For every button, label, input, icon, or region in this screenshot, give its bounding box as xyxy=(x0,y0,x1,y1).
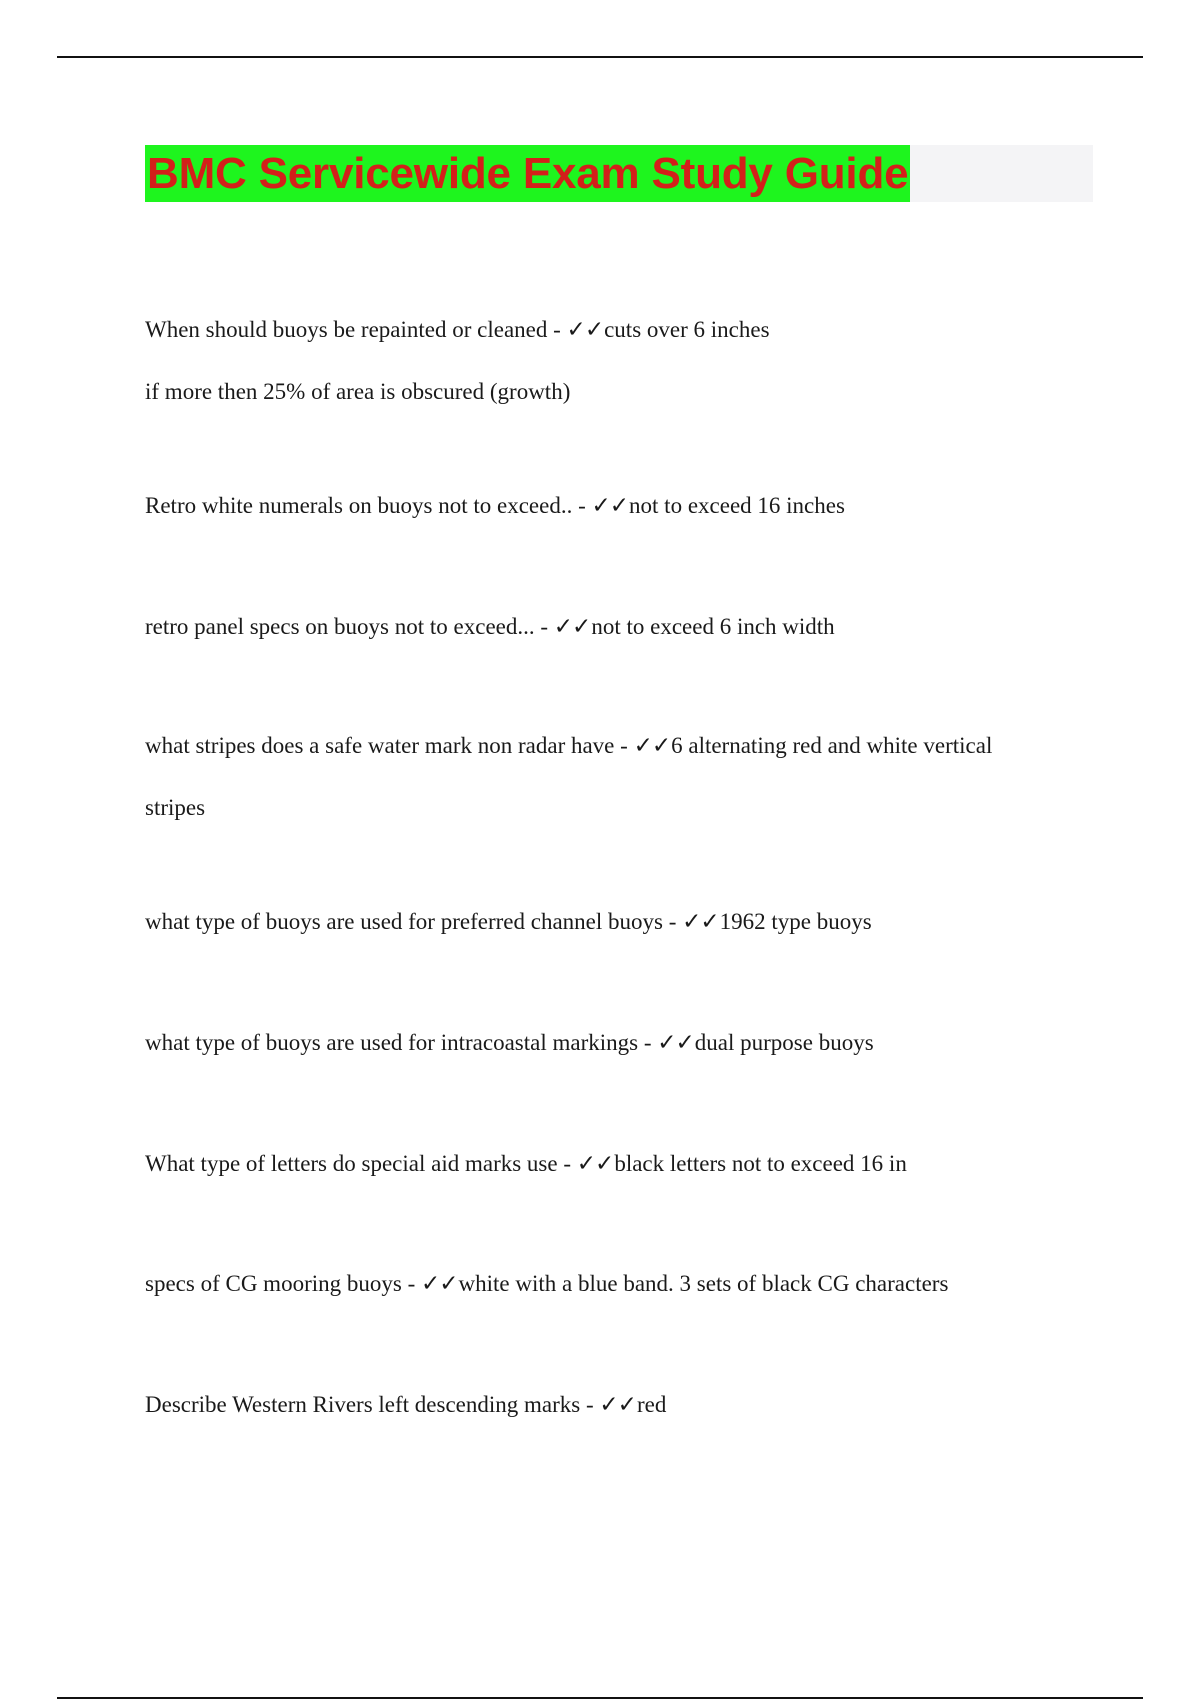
question-text: Retro white numerals on buoys not to exceed.. xyxy=(145,493,573,518)
double-check-icon: ✓✓ xyxy=(553,614,591,640)
question-text: specs of CG mooring buoys xyxy=(145,1271,402,1296)
qa-item xyxy=(145,299,1145,422)
question-text: When should buoys be repainted or cleaned xyxy=(145,317,548,342)
double-check-icon: ✓✓ xyxy=(657,1030,694,1056)
separator: - xyxy=(580,1392,600,1417)
question-text: retro panel specs on buoys not to exceed... xyxy=(145,614,535,639)
qa-item xyxy=(145,1374,1145,1436)
answer-text: 1962 type buoys xyxy=(719,909,872,934)
double-check-icon: ✓✓ xyxy=(599,1392,636,1418)
question-text: What type of letters do special aid marks use xyxy=(145,1151,558,1176)
separator: - xyxy=(557,1151,577,1176)
separator: - xyxy=(401,1271,421,1296)
question-text: Describe Western Rivers left descending marks xyxy=(145,1392,581,1417)
qa-item xyxy=(145,475,1145,537)
double-check-icon: ✓✓ xyxy=(576,1151,614,1177)
answer-text: red xyxy=(636,1392,667,1417)
double-check-icon: ✓✓ xyxy=(591,493,629,519)
separator: - xyxy=(638,1030,658,1055)
answer-text: not to exceed 6 inch width xyxy=(591,614,835,639)
answer-text: dual purpose buoys xyxy=(694,1030,874,1055)
answer-continuation: stripes xyxy=(145,795,206,820)
qa-item xyxy=(145,715,1145,838)
answer-text: not to exceed 16 inches xyxy=(629,493,845,518)
question-text: what stripes does a safe water mark non radar have xyxy=(145,733,615,758)
double-check-icon: ✓✓ xyxy=(633,733,671,759)
separator: - xyxy=(547,317,567,342)
document-title: BMC Servicewide Exam Study Guide xyxy=(145,145,910,202)
separator: - xyxy=(572,493,592,518)
qa-item xyxy=(145,891,1145,953)
answer-text: cuts over 6 inches xyxy=(604,317,770,342)
double-check-icon: ✓✓ xyxy=(566,317,604,343)
answer-continuation: if more then 25% of area is obscured (growth) xyxy=(145,379,571,404)
separator: - xyxy=(534,614,554,639)
top-rule xyxy=(57,56,1143,58)
double-check-icon: ✓✓ xyxy=(682,909,719,935)
qa-item xyxy=(145,1253,1145,1315)
qa-item xyxy=(145,596,1145,658)
qa-item xyxy=(145,1133,1145,1195)
separator: - xyxy=(662,909,683,934)
double-check-icon: ✓✓ xyxy=(421,1271,458,1297)
question-text: what type of buoys are used for intracoastal markings xyxy=(145,1030,639,1055)
title-band xyxy=(145,145,1093,202)
answer-text: white with a blue band. 3 sets of black CG characters xyxy=(458,1271,949,1296)
answer-text: 6 alternating red and white vertical xyxy=(671,733,993,758)
separator: - xyxy=(614,733,634,758)
question-text: what type of buoys are used for preferred channel buoys xyxy=(145,909,663,934)
answer-text: black letters not to exceed 16 in xyxy=(614,1151,907,1176)
bottom-rule xyxy=(57,1697,1143,1699)
qa-item xyxy=(145,1012,1145,1074)
